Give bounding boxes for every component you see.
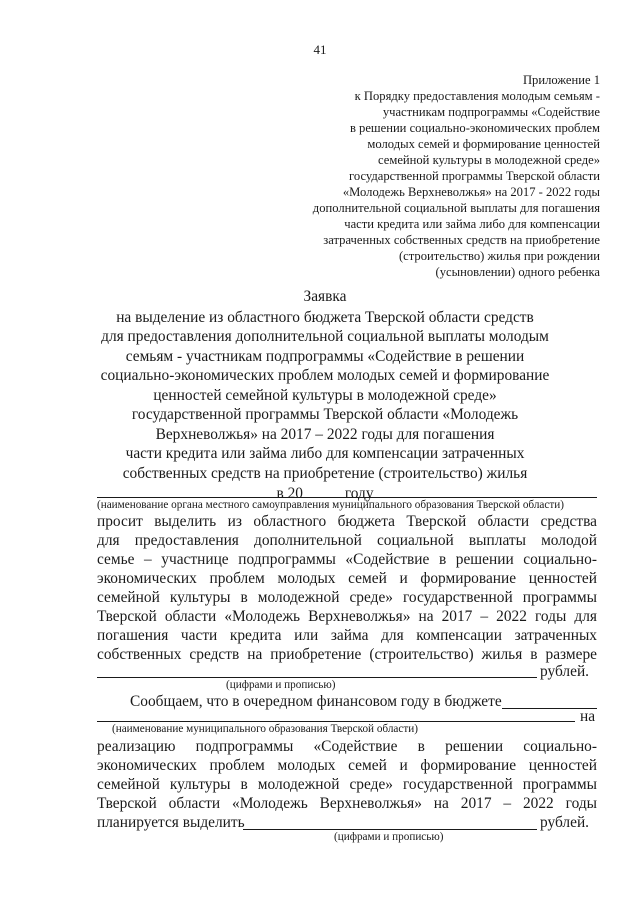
title-line: на выделение из областного бюджета Тверской области средств xyxy=(116,308,534,326)
paragraph2-line: Тверской области «Молодежь Верхневолжья» на 2017 – 2022 годы xyxy=(97,795,597,812)
planned-text: планируется выделить xyxy=(97,814,245,831)
amount-line-1[interactable] xyxy=(97,677,537,678)
appendix-line: семейной культуры в молодежной среде» xyxy=(378,153,600,167)
paragraph2-line: экономических проблем молодых семей и формирование ценностей xyxy=(97,757,597,774)
organ-name-line[interactable] xyxy=(97,497,597,498)
paragraph1-line: семье – участнице подпрограммы «Содействие в решении социально- xyxy=(97,551,597,568)
rubles-label-1: рублей. xyxy=(540,663,590,680)
title-line: для предоставления дополнительной социальной выплаты молодым xyxy=(101,328,549,345)
caption-amount-2: (цифрами и прописью) xyxy=(334,831,444,843)
year-prefix: в 20 xyxy=(276,485,303,502)
paragraph1-line: семейной культуры в молодежной среде» государственной программы xyxy=(97,589,597,606)
appendix-block xyxy=(270,72,600,280)
rubles-label-2: рублей. xyxy=(540,814,590,831)
appendix-line: «Молодежь Верхневолжья» на 2017 - 2022 годы xyxy=(342,185,600,199)
appendix-line: дополнительной социальной выплаты для погашения xyxy=(312,201,600,215)
paragraph1-line: Тверской области «Молодежь Верхневолжья» на 2017 – 2022 годы для xyxy=(97,608,597,625)
caption-amount-1: (цифрами и прописью) xyxy=(226,679,336,691)
na-label: на xyxy=(580,708,596,725)
title-line: ценностей семейной культуры в молодежной среде» xyxy=(153,386,497,404)
appendix-line: (усыновлении) одного ребенка xyxy=(435,265,600,279)
appendix-line: (строительство) жилья при рождении xyxy=(398,249,600,263)
paragraph1-line: для предоставления дополнительной социальной выплаты молодой xyxy=(97,532,597,549)
appendix-line: участникам подпрограммы «Содействие xyxy=(382,105,600,119)
appendix-line: к Порядку предоставления молодым семьям - xyxy=(354,89,600,103)
title-heading: Заявка xyxy=(303,288,347,305)
appendix-line: государственной программы Тверской области xyxy=(348,169,600,183)
inform-text: Сообщаем, что в очередном финансовом году в бюджете xyxy=(130,693,502,710)
title-line: Верхневолжья» на 2017 – 2022 годы для погашения xyxy=(155,425,495,443)
title-line: части кредита или займа либо для компенсации затраченных xyxy=(125,445,525,462)
appendix-line: молодых семей и формирование ценностей xyxy=(367,137,600,151)
year-blank[interactable] xyxy=(303,483,341,498)
municipality-line[interactable] xyxy=(97,721,575,722)
appendix-line: в решении социально-экономических проблем xyxy=(349,121,600,135)
appendix-line: затраченных собственных средств на приобретение xyxy=(323,233,600,247)
paragraph2-line: семейной культуры в молодежной среде» государственной программы xyxy=(97,776,597,793)
paragraph1-line: экономических проблем молодых семей и формирование ценностей xyxy=(97,570,597,587)
year-suffix: году xyxy=(344,485,374,502)
paragraph1-line: погашения части кредита или займа для компенсации затраченных xyxy=(97,627,597,644)
title-line: социально-экономических проблем молодых семей и формирование xyxy=(100,367,550,384)
caption-municipality: (наименование муниципального образования Тверской области) xyxy=(112,723,418,735)
appendix-line: части кредита или займа либо для компенсации xyxy=(344,217,600,231)
title-line: государственной программы Тверской области «Молодежь xyxy=(131,406,519,423)
page-number: 41 xyxy=(313,42,327,57)
title-line: семьям - участникам подпрограммы «Содействие в решении xyxy=(125,347,525,365)
paragraph1-line: собственных средств на приобретение (строительство) жилья в размере xyxy=(97,646,597,663)
paragraph2-line: реализацию подпрограммы «Содействие в решении социально- xyxy=(97,738,597,755)
appendix-line: Приложение 1 xyxy=(522,73,600,87)
title-line: собственных средств на приобретение (строительство) жилья xyxy=(122,464,528,482)
paragraph1-line: просит выделить из областного бюджета Тверской области средства xyxy=(97,513,597,530)
application-title xyxy=(90,287,560,504)
amount-line-2[interactable] xyxy=(243,829,537,830)
caption-organ: (наименование органа местного самоуправления муниципального образования Тверской области) xyxy=(97,499,564,511)
